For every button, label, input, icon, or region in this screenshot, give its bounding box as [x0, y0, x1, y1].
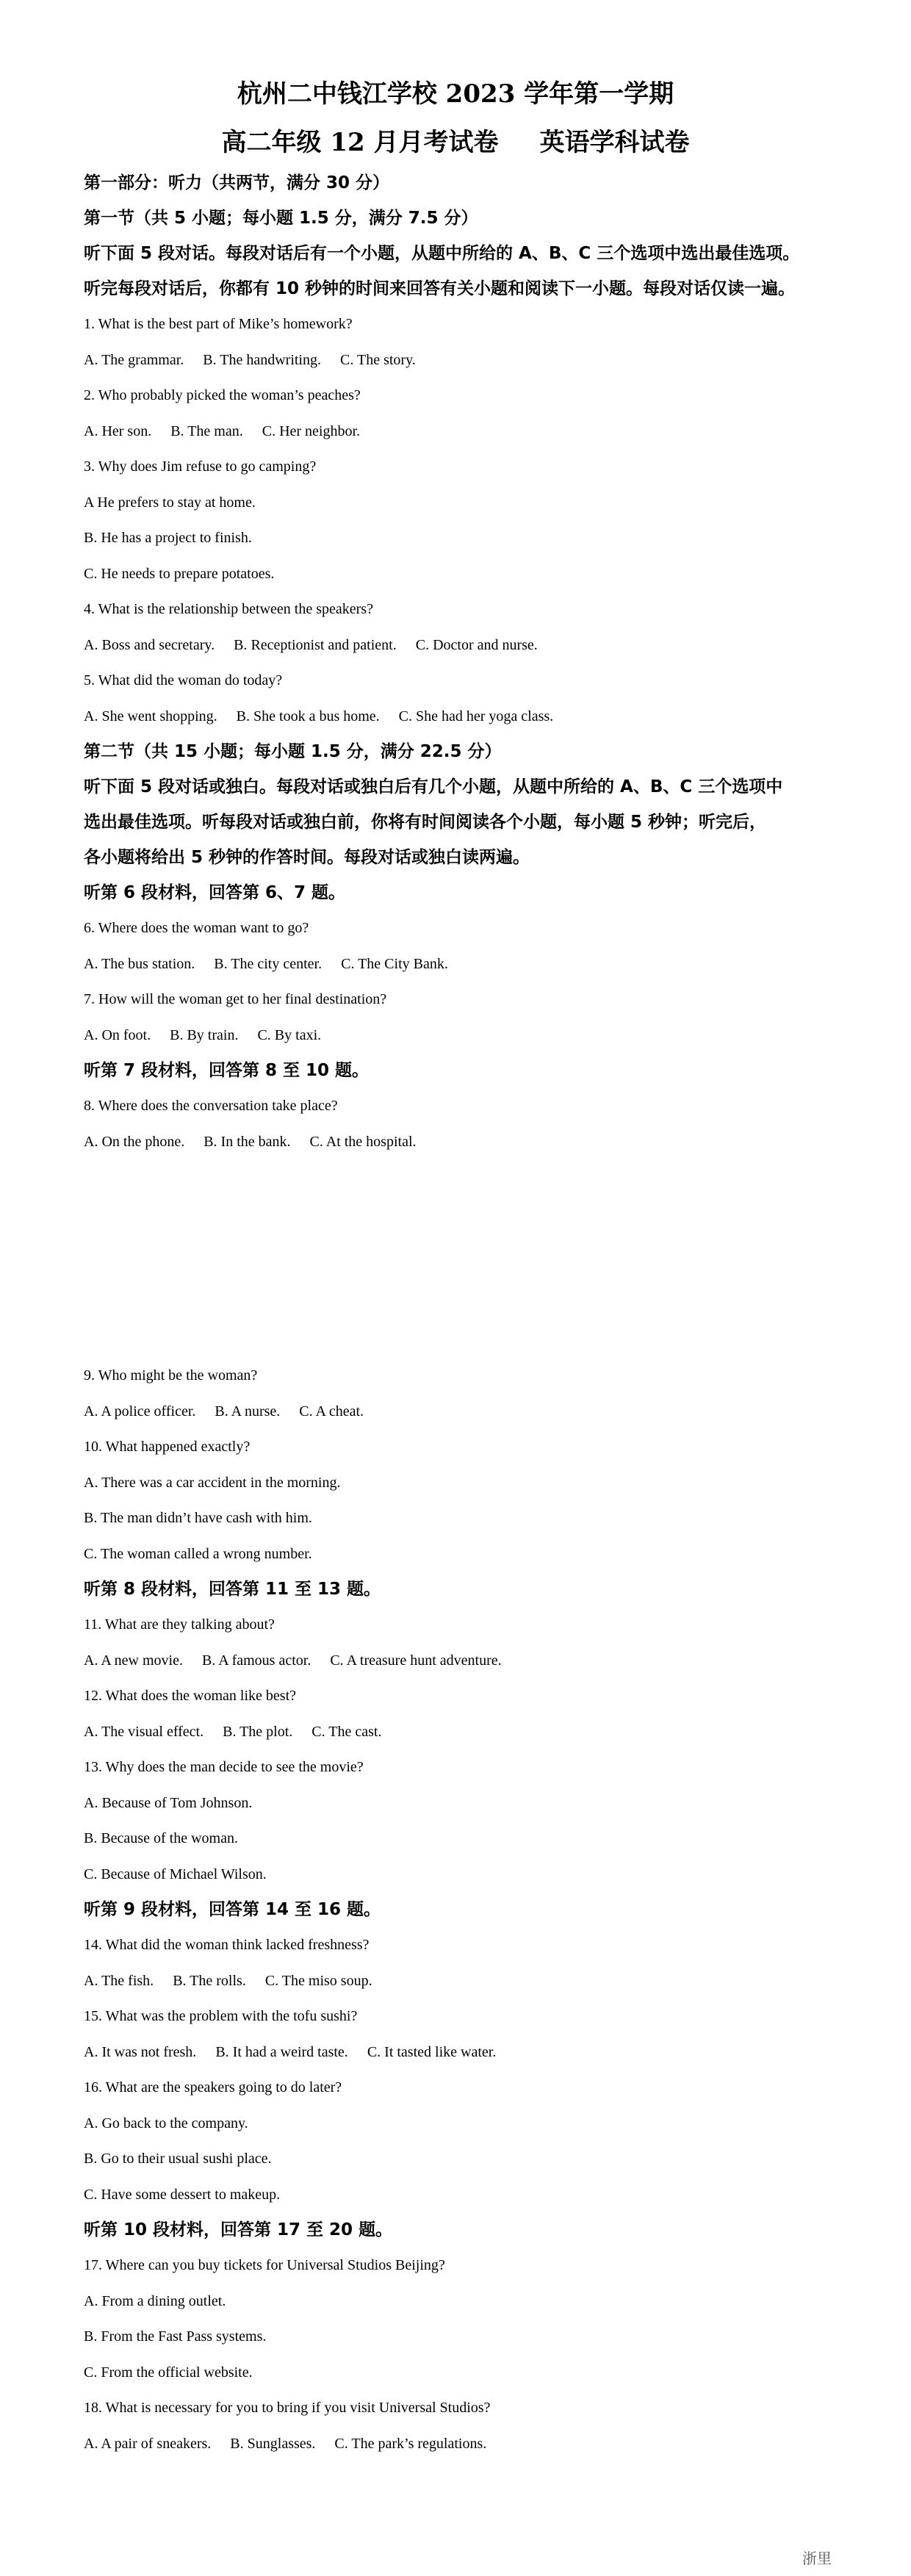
material-heading: 听第 7 段材料，回答第 8 至 10 题。 — [84, 1061, 370, 1080]
exam-title-grade: 高二年级 12 月月考试卷 — [221, 128, 499, 157]
option-row — [84, 627, 848, 663]
question-text: 17. Where can you buy tickets for Universal Studios Beijing? — [84, 2257, 445, 2273]
question-text: 12. What does the woman like best? — [84, 1688, 297, 1704]
option-b: B. In the bank. — [204, 1133, 291, 1150]
option-a: A. Boss and secretary. — [84, 636, 215, 653]
instruction-line: 听完每段对话后，你都有 10 秒钟的时间来回答有关小题和阅读下一小题。每段对话仅读一遍。 — [84, 279, 796, 298]
option-b: B. He has a project to finish. — [84, 530, 252, 546]
option-c: C. From the official website. — [84, 2364, 253, 2381]
question-text: 11. What are they talking about? — [84, 1616, 275, 1633]
option-c: C. Because of Michael Wilson. — [84, 1866, 267, 1882]
option-a: A. A pair of sneakers. — [84, 2435, 212, 2452]
option-b: B. It had a weird taste. — [215, 2043, 348, 2060]
instruction-line: 听下面 5 段对话或独白。每段对话或独白后有几个小题，从题中所给的 A、B、C 三个选项中 — [84, 777, 783, 796]
option-row — [84, 1124, 848, 1160]
exam-title-school: 杭州二中钱江学校 2023 学年第一学期 — [237, 79, 674, 109]
option-b: B. The rolls. — [173, 1972, 246, 1989]
option-a: A. On the phone. — [84, 1133, 185, 1150]
option-b: B. Because of the woman. — [84, 1830, 238, 1846]
option-a: A He prefers to stay at home. — [84, 494, 256, 511]
option-b: B. Receptionist and patient. — [234, 636, 397, 653]
option-b: B. A nurse. — [215, 1403, 281, 1420]
option-a: A. Her son. — [84, 422, 152, 439]
option-a: A. The fish. — [84, 1972, 154, 1989]
material-heading: 听第 9 段材料，回答第 14 至 16 题。 — [84, 1900, 381, 1919]
option-c: C. The City Bank. — [341, 955, 448, 972]
instruction-line: 各小题将给出 5 秒钟的作答时间。每段对话或独白读两遍。 — [84, 848, 530, 867]
material-heading: 听第 8 段材料，回答第 11 至 13 题。 — [84, 1580, 381, 1599]
option-b: B. By train. — [170, 1026, 239, 1043]
option-b: B. Sunglasses. — [230, 2435, 316, 2452]
option-a: A. A new movie. — [84, 1652, 183, 1669]
option-b: B. The man. — [170, 422, 243, 439]
question-text: 3. Why does Jim refuse to go camping? — [84, 458, 317, 475]
option-row — [84, 2426, 848, 2462]
option-c: C. Her neighbor. — [262, 422, 361, 439]
option-a: A. The grammar. — [84, 351, 184, 368]
part-title: 第一部分：听力（共两节，满分 30 分） — [84, 173, 390, 193]
option-row — [84, 946, 848, 982]
section-block-2 — [84, 1358, 848, 2461]
question-text: 1. What is the best part of Mike’s homework? — [84, 316, 353, 332]
question-text: 6. Where does the woman want to go? — [84, 920, 309, 936]
option-row — [84, 1394, 848, 1430]
question-text: 15. What was the problem with the tofu sushi? — [84, 2008, 358, 2024]
option-c: C. The park’s regulations. — [334, 2435, 487, 2452]
option-c: C. A cheat. — [299, 1403, 364, 1420]
option-a: A. There was a car accident in the morning. — [84, 1474, 341, 1491]
material-heading: 听第 10 段材料，回答第 17 至 20 题。 — [84, 2220, 393, 2239]
option-b: B. The man didn’t have cash with him. — [84, 1510, 312, 1526]
footer-mark: 浙里 — [802, 2550, 832, 2567]
option-a: A. On foot. — [84, 1026, 151, 1043]
question-text: 5. What did the woman do today? — [84, 672, 283, 688]
question-text: 10. What happened exactly? — [84, 1439, 251, 1455]
option-row — [84, 1643, 848, 1679]
section-block-1 — [84, 165, 848, 1159]
question-text: 16. What are the speakers going to do later? — [84, 2079, 342, 2095]
question-text: 7. How will the woman get to her final destination? — [84, 991, 387, 1007]
option-b: B. The city center. — [214, 955, 323, 972]
option-b: B. A famous actor. — [202, 1652, 312, 1669]
question-text: 13. Why does the man decide to see the movie? — [84, 1759, 364, 1775]
option-b: B. The plot. — [223, 1723, 293, 1740]
question-text: 9. Who might be the woman? — [84, 1367, 258, 1384]
exam-title-subject — [0, 128, 911, 157]
option-row — [84, 1018, 848, 1054]
option-b: B. Go to their usual sushi place. — [84, 2151, 272, 2167]
section-title: 第一节（共 5 小题；每小题 1.5 分，满分 7.5 分） — [84, 209, 478, 228]
question-text: 14. What did the woman think lacked freshness? — [84, 1937, 370, 1953]
option-c: C. The miso soup. — [264, 1972, 372, 1989]
option-a: A. Because of Tom Johnson. — [84, 1794, 253, 1811]
material-heading: 听第 6 段材料，回答第 6、7 题。 — [84, 883, 346, 902]
option-c: C. A treasure hunt adventure. — [330, 1652, 502, 1669]
option-c: C. Doctor and nurse. — [415, 636, 538, 653]
instruction-line: 听下面 5 段对话。每段对话后有一个小题，从题中所给的 A、B、C 三个选项中选出最佳选项。 — [84, 244, 800, 263]
option-row — [84, 699, 848, 735]
option-c: C. The woman called a wrong number. — [84, 1545, 312, 1562]
instruction-line: 选出最佳选项。听每段对话或独白前，你将有时间阅读各个小题，每小题 5 秒钟；听完后， — [84, 813, 767, 832]
option-a: A. It was not fresh. — [84, 2043, 197, 2060]
option-c: C. He needs to prepare potatoes. — [84, 565, 275, 582]
option-c: C. The story. — [340, 351, 416, 368]
question-text: 18. What is necessary for you to bring if you visit Universal Studios? — [84, 2400, 491, 2416]
option-a: A. She went shopping. — [84, 708, 217, 724]
question-text: 2. Who probably picked the woman’s peaches? — [84, 387, 361, 403]
option-c: C. It tasted like water. — [367, 2043, 497, 2060]
option-a: A. A police officer. — [84, 1403, 196, 1420]
option-a: A. The visual effect. — [84, 1723, 204, 1740]
option-c: C. At the hospital. — [309, 1133, 417, 1150]
option-b: B. She took a bus home. — [236, 708, 380, 724]
option-row — [84, 342, 848, 378]
option-c: C. The cast. — [312, 1723, 382, 1740]
exam-title-course: 英语学科试卷 — [539, 128, 690, 157]
option-row — [84, 1714, 848, 1750]
option-row — [84, 414, 848, 450]
section-title: 第二节（共 15 小题；每小题 1.5 分，满分 22.5 分） — [84, 742, 502, 761]
option-b: B. From the Fast Pass systems. — [84, 2328, 267, 2345]
question-text: 4. What is the relationship between the speakers? — [84, 601, 373, 617]
option-b: B. The handwriting. — [203, 351, 321, 368]
option-c: C. By taxi. — [257, 1026, 322, 1043]
question-text: 8. Where does the conversation take place? — [84, 1098, 338, 1114]
option-c: C. She had her yoga class. — [398, 708, 554, 724]
option-a: A. Go back to the company. — [84, 2115, 248, 2131]
option-a: A. From a dining outlet. — [84, 2292, 226, 2309]
option-c: C. Have some dessert to makeup. — [84, 2186, 281, 2203]
option-row — [84, 1963, 848, 1999]
option-row — [84, 2034, 848, 2070]
option-a: A. The bus station. — [84, 955, 195, 972]
